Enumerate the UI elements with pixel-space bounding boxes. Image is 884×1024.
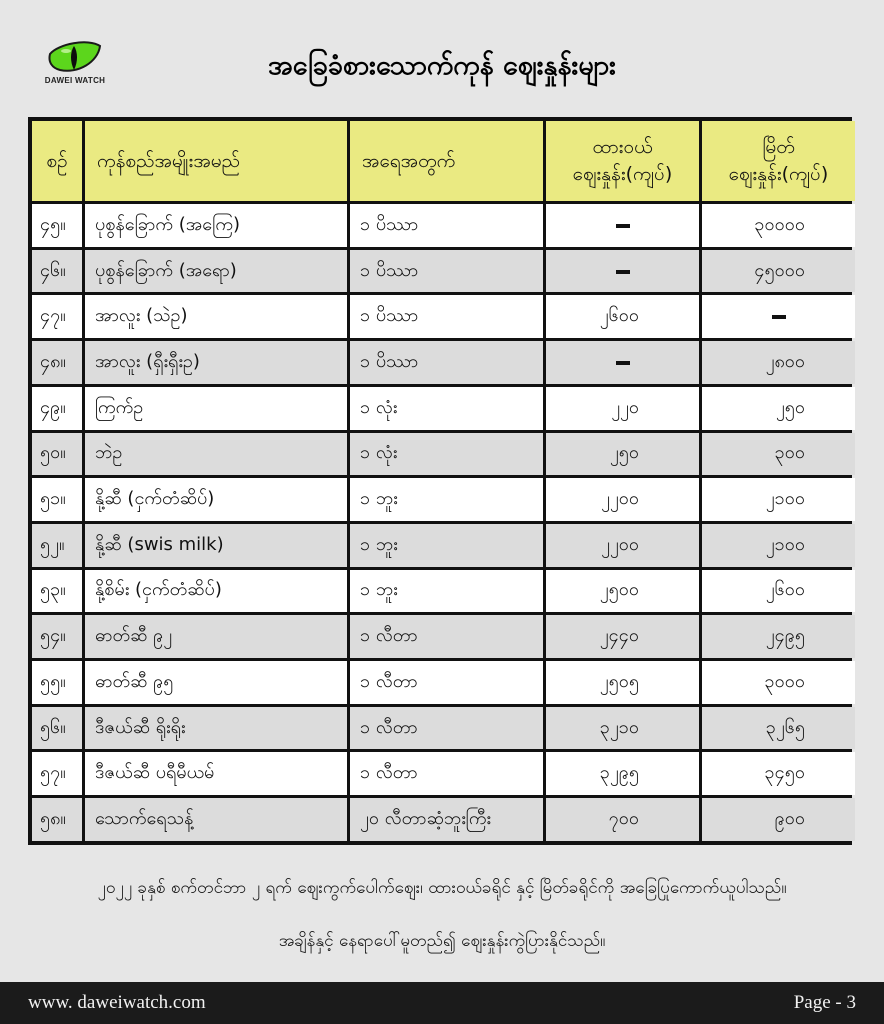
table-row (32, 661, 855, 704)
cell-dawei-price: ၇၀၀ (546, 798, 699, 841)
cell-myeik-price (702, 295, 855, 338)
cell-dawei-price: ၂၂၀၀ (546, 478, 699, 521)
cell-myeik-price: ၂၅၀ (702, 387, 855, 430)
cell-no: ၄၈။ (32, 341, 82, 384)
cell-no: ၅၂။ (32, 524, 82, 567)
header-dawei-price (546, 121, 699, 201)
cell-no: ၅၀။ (32, 433, 82, 476)
cell-item-name: ပုစွန်ခြောက် (အကြေ) (85, 204, 347, 247)
cell-item-name: ဒီဇယ်ဆီ ပရီမီယမ် (85, 752, 347, 795)
cell-no: ၅၈။ (32, 798, 82, 841)
footer-bar (0, 982, 884, 1024)
cell-myeik-price: ၃၄၅၀ (702, 752, 855, 795)
cell-myeik-price: ၃၂၆၅ (702, 707, 855, 750)
cell-dawei-price: ၂၂၀၀ (546, 524, 699, 567)
cell-quantity: ၁ လုံး (350, 387, 543, 430)
table-row (32, 433, 855, 476)
cell-dawei-price (546, 204, 699, 247)
cell-dawei-price: ၂၂၀ (546, 387, 699, 430)
cell-no: ၄၅။ (32, 204, 82, 247)
header-myeik-line2: ဈေးနှုန်း(ကျပ်) (728, 163, 829, 185)
cell-quantity: ၁ ပိဿာ (350, 250, 543, 293)
table-row (32, 387, 855, 430)
dash-mark (616, 270, 630, 274)
header-no: စဉ် (32, 121, 82, 201)
header-dawei-line1: ထားဝယ် (592, 136, 653, 159)
table-row (32, 615, 855, 658)
cell-quantity: ၂၀ လီတာဆံ့ဘူးကြီး (350, 798, 543, 841)
header-dawei-line2: ဈေးနှုန်း(ကျပ်) (572, 163, 673, 185)
cell-myeik-price: ၉၀၀ (702, 798, 855, 841)
dash-mark (772, 315, 786, 319)
cell-no: ၄၉။ (32, 387, 82, 430)
cell-dawei-price: ၂၅၀၀ (546, 570, 699, 613)
logo-brand-text: DAWEI WATCH (44, 76, 106, 85)
cell-quantity: ၁ လီတာ (350, 752, 543, 795)
cell-no: ၅၅။ (32, 661, 82, 704)
table-row (32, 250, 855, 293)
cell-myeik-price: ၂၁၀၀ (702, 524, 855, 567)
cell-item-name: ဓာတ်ဆီ ၉၅ (85, 661, 347, 704)
cell-no: ၅၇။ (32, 752, 82, 795)
table-row (32, 204, 855, 247)
cell-quantity: ၁ ပိဿာ (350, 295, 543, 338)
cell-item-name: အာလူး (သဲဥ) (85, 295, 347, 338)
cell-myeik-price: ၂၈၀၀ (702, 341, 855, 384)
cell-quantity: ၁ လီတာ (350, 707, 543, 750)
table-body (32, 204, 855, 841)
cell-quantity: ၁ လီတာ (350, 615, 543, 658)
cell-dawei-price (546, 250, 699, 293)
cell-quantity: ၁ ဘူး (350, 478, 543, 521)
cell-quantity: ၁ လီတာ (350, 661, 543, 704)
cell-myeik-price: ၂၄၉၅ (702, 615, 855, 658)
cell-item-name: ဓာတ်ဆီ ၉၂ (85, 615, 347, 658)
table-row (32, 295, 855, 338)
cell-quantity: ၁ လုံး (350, 433, 543, 476)
cell-no: ၄၇။ (32, 295, 82, 338)
header-myeik-line1: မြိတ် (762, 136, 795, 159)
cell-myeik-price: ၂၁၀၀ (702, 478, 855, 521)
cell-quantity: ၁ ပိဿာ (350, 341, 543, 384)
dash-mark (616, 361, 630, 365)
note-disclaimer: အချိန်နှင့် နေရာပေါ်မူတည်၍ ဈေးနှုန်းကွဲပြားနိုင်သည်။ (278, 931, 606, 951)
cell-myeik-price: ၃၀၀ (702, 433, 855, 476)
table-row (32, 341, 855, 384)
cell-item-name: နို့ဆီ (ငှက်တံဆိပ်) (85, 478, 347, 521)
page-number: Page - 3 (793, 992, 856, 1013)
header-quantity: အရေအတွက် (350, 121, 543, 201)
cell-no: ၅၁။ (32, 478, 82, 521)
cell-no: ၅၃။ (32, 570, 82, 613)
cell-quantity: ၁ ပိဿာ (350, 204, 543, 247)
price-table (29, 118, 858, 844)
website-url: www. daweiwatch.com (28, 992, 206, 1013)
cell-item-name: နို့ဆီ (swis milk) (85, 524, 347, 567)
cell-myeik-price: ၃၀၀၀ (702, 661, 855, 704)
cell-dawei-price: ၂၅၀၅ (546, 661, 699, 704)
cell-item-name: ပုစွန်ခြောက် (အရော) (85, 250, 347, 293)
cell-dawei-price: ၃၂၁၀ (546, 707, 699, 750)
page-title: အခြေခံစားသောက်ကုန် ဈေးနှုန်းများ (267, 50, 616, 81)
cell-quantity: ၁ ဘူး (350, 570, 543, 613)
cell-item-name: ဘဲဥ (85, 433, 347, 476)
cell-dawei-price: ၂၆၀၀ (546, 295, 699, 338)
header-myeik-price (702, 121, 855, 201)
price-table-frame (28, 117, 852, 845)
cell-dawei-price (546, 341, 699, 384)
header-item-name: ကုန်စည်အမျိုးအမည် (85, 121, 347, 201)
cell-no: ၄၆။ (32, 250, 82, 293)
cell-quantity: ၁ ဘူး (350, 524, 543, 567)
cell-myeik-price: ၃၀၀၀၀ (702, 204, 855, 247)
table-row (32, 752, 855, 795)
cell-dawei-price: ၃၂၉၅ (546, 752, 699, 795)
table-row (32, 798, 855, 841)
cell-no: ၅၄။ (32, 615, 82, 658)
table-row (32, 524, 855, 567)
table-row (32, 707, 855, 750)
cell-myeik-price: ၄၅၀၀၀ (702, 250, 855, 293)
cell-item-name: ကြက်ဥ (85, 387, 347, 430)
note-source: ၂၀၂၂ ခုနှစ် စက်တင်ဘာ ၂ ရက် ဈေးကွက်ပေါက်ဈေး၊ ထားဝယ်ခရိုင် နှင့် မြိတ်ခရိုင်ကို အခြေပြုကောက်ယူပါသည်။ (97, 878, 787, 898)
table-row (32, 478, 855, 521)
cell-item-name: အာလူး (ရှီးရှီးဥ) (85, 341, 347, 384)
table-row (32, 570, 855, 613)
cell-item-name: နို့စိမ်း (ငှက်တံဆိပ်) (85, 570, 347, 613)
cell-item-name: သောက်ရေသန့် (85, 798, 347, 841)
cell-no: ၅၆။ (32, 707, 82, 750)
cell-dawei-price: ၂၅၀ (546, 433, 699, 476)
table-header-row (32, 121, 855, 201)
dash-mark (616, 224, 630, 228)
cell-myeik-price: ၂၆၀၀ (702, 570, 855, 613)
cell-dawei-price: ၂၄၄၀ (546, 615, 699, 658)
cell-item-name: ဒီဇယ်ဆီ ရိုးရိုး (85, 707, 347, 750)
